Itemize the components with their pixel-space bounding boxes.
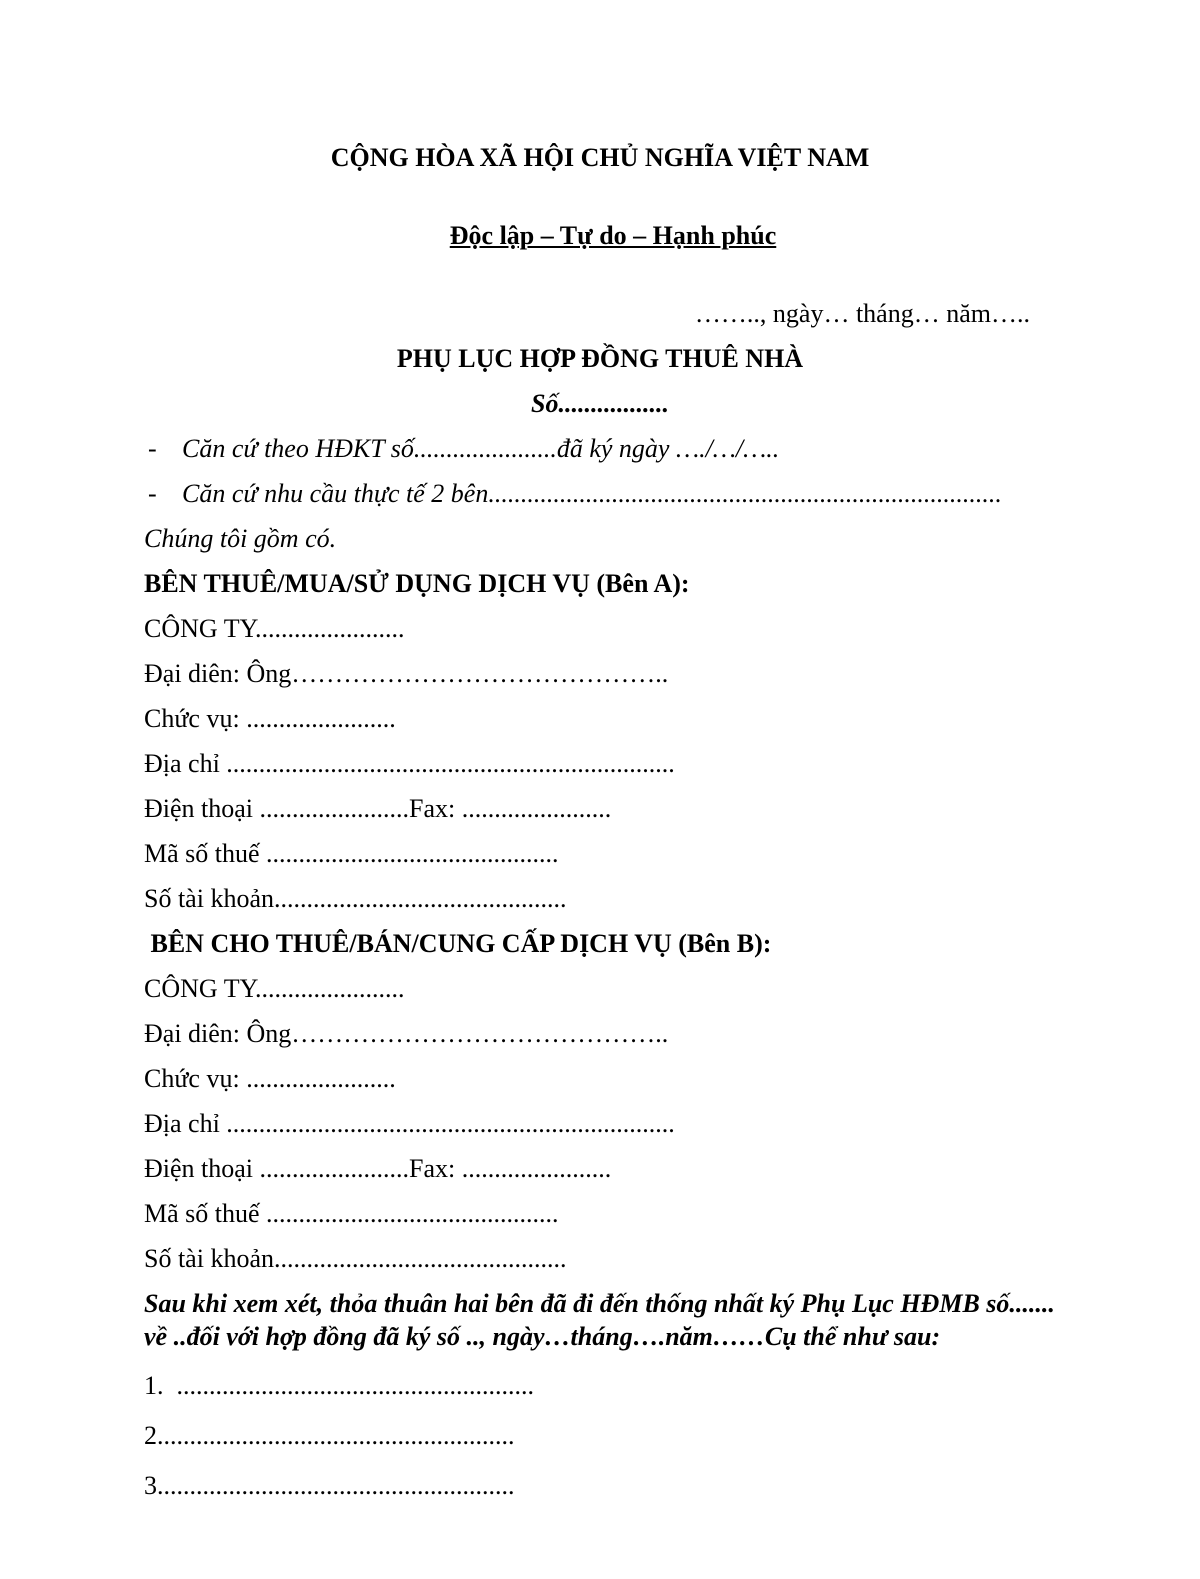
- national-motto: Độc lập – Tự do – Hạnh phúc: [449, 221, 777, 250]
- party-a-heading: BÊN THUÊ/MUA/SỬ DỤNG DỊCH VỤ (Bên A):: [144, 569, 690, 598]
- party-b-tax-code-field: Mã số thuế .............................................: [144, 1199, 559, 1228]
- party-b-representative-field: Đại diên: Ông……………………………………..: [144, 1019, 669, 1048]
- parties-intro: Chúng tôi gồm có.: [144, 524, 337, 553]
- agreement-paragraph: Sau khi xem xét, thỏa thuân hai bên đã đi đến thống nhất ký Phụ Lục HĐMB số....... về ..đối với hợp đồng đã ký số .., ngày…tháng….năm……Cụ thể như sau:: [144, 1289, 1062, 1351]
- dash-bullet: -: [148, 479, 157, 508]
- recital-item-2: [144, 477, 1056, 510]
- party-b-phone-fax-field: Điện thoại .......................Fax: .......................: [144, 1154, 612, 1183]
- party-a-company-field: CÔNG TY.......................: [144, 614, 405, 643]
- recital-text-1: Căn cứ theo HĐKT số......................đã ký ngày …./…/…..: [182, 434, 780, 463]
- party-a-address-field: Địa chỉ .....................................................................: [144, 749, 675, 778]
- doc-title: PHỤ LỤC HỢP ĐỒNG THUÊ NHÀ: [396, 344, 804, 373]
- party-a-phone-fax-field: Điện thoại .......................Fax: .......................: [144, 794, 612, 823]
- party-b-address-field: Địa chỉ .....................................................................: [144, 1109, 675, 1138]
- list-item-3: 3.......................................................: [144, 1471, 515, 1500]
- party-b-position-field: Chức vụ: .......................: [144, 1064, 396, 1093]
- party-a-position-field: Chức vụ: .......................: [144, 704, 396, 733]
- doc-number: Số.................: [531, 389, 669, 418]
- dash-bullet: -: [148, 434, 157, 463]
- party-b-company-field: CÔNG TY.......................: [144, 974, 405, 1003]
- recital-text-2: Căn cứ nhu cầu thực tế 2 bên...............................................................................: [182, 479, 1002, 508]
- party-a-representative-field: Đại diên: Ông……………………………………..: [144, 659, 669, 688]
- party-b-account-number-field: Số tài khoản.............................................: [144, 1244, 567, 1273]
- list-item-2: 2.......................................................: [144, 1421, 515, 1450]
- party-a-account-number-field: Số tài khoản.............................................: [144, 884, 567, 913]
- recital-item-1: [144, 432, 1056, 465]
- party-b-heading: BÊN CHO THUÊ/BÁN/CUNG CẤP DỊCH VỤ (Bên B):: [144, 929, 772, 958]
- party-a-tax-code-field: Mã số thuế .............................................: [144, 839, 559, 868]
- national-title: CỘNG HÒA XÃ HỘI CHỦ NGHĨA VIỆT NAM: [330, 143, 870, 172]
- list-item-1: 1. .......................................................: [144, 1371, 534, 1400]
- date-line: …….., ngày… tháng… năm…..: [694, 299, 1030, 328]
